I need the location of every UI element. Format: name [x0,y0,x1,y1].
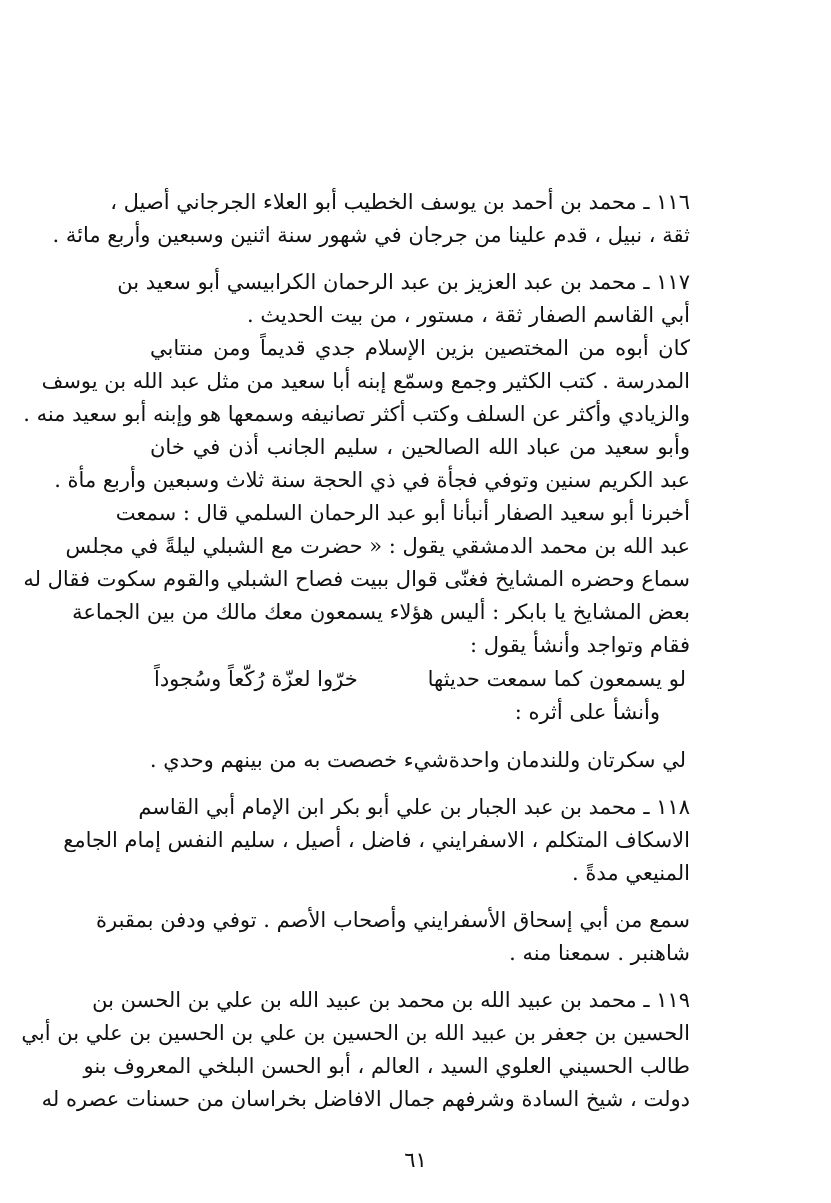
verse-hemistich-second: شيء خصصت به من بينهم وحدي . [149,748,449,772]
text-line: وأبو سعيد من عباد الله الصالحين ، سليم الجانب أذن في خان [150,435,690,459]
verse-intro: وأنشأ على أثره : [514,700,660,724]
text-line: طالب الحسيني العلوي السيد ، العالم ، أبو الحسن البلخي المعروف بنو [83,1054,690,1078]
entry-116 [52,186,690,252]
text-line: شاهنبر . سمعنا منه . [509,941,690,965]
verse-hemistich-second: خرّوا لعزّة رُكّعاً وسُجوداً [154,667,358,691]
text-line: دولت ، شيخ السادة وشرفهم جمال الافاضل بخراسان من حسنات عصره له [41,1087,690,1111]
text-line: أخبرنا أبو سعيد الصفار أنبأنا أبو عبد الرحمان السلمي قال : سمعت [115,501,690,525]
entry-118 [63,791,690,890]
poetry-verse-1 [150,662,690,696]
entry-117 [23,266,690,662]
text-line: أبي القاسم الصفار ثقة ، مستور ، من بيت الحديث . [247,303,690,327]
text-line: ١١٨ ـ محمد بن عبد الجبار بن علي أبو بكر ابن الإمام أبي القاسم [138,795,690,819]
text-line: فقام وتواجد وأنشأ يقول : [469,633,690,657]
text-line: سمع من أبي إسحاق الأسفرايني وأصحاب الأصم . توفي ودفن بمقبرة [95,908,690,932]
entry-119 [21,984,690,1116]
text-line: المدرسة . كتب الكثير وجمع وسمّع إبنه أبا سعيد من مثل عبد الله بن يوسف [41,369,690,393]
text-line: الحسين بن جعفر بن عبيد الله بن الحسين بن علي بن الحسين بن علي بن أبي [21,1021,690,1045]
page-number: ٦١ [404,1148,427,1172]
text-line: ١١٧ ـ محمد بن عبد العزيز بن عبد الرحمان الكرابيسي أبو سعيد بن [117,270,690,294]
entry-118-note [95,904,690,970]
main-text [21,186,690,1116]
text-line: ثقة ، نبيل ، قدم علينا من جرجان في شهور سنة اثنين وسبعين وأربع مائة . [52,223,690,247]
text-line: ١١٦ ـ محمد بن أحمد بن يوسف الخطيب أبو العلاء الجرجاني أصيل ، [110,190,690,214]
text-line: بعض المشايخ يا بابكر : أليس هؤلاء يسمعون معك مالك من بين الجماعة [72,600,690,624]
verse-hemistich-first: لو يسمعون كما سمعت حديثها [427,667,686,691]
text-line: ١١٩ ـ محمد بن عبيد الله بن محمد بن عبيد الله بن علي بن الحسن بن [92,988,690,1012]
text-line: والزيادي وأكثر عن السلف وكتب أكثر تصانيفه وسمعها هو وإبنه أبو سعيد منه . [23,402,690,426]
text-line: عبد الله بن محمد الدمشقي يقول : « حضرت مع الشبلي ليلةً في مجلس [65,534,690,558]
text-line: الاسكاف المتكلم ، الاسفرايني ، فاضل ، أصيل ، سليم النفس إمام الجامع [63,828,690,852]
text-line: سماع وحضره المشايخ فغنّى قوال ببيت فصاح الشبلي والقوم سكوت فقال له [23,567,690,591]
text-line: عبد الكريم سنين وتوفي فجأة في ذي الحجة سنة ثلاث وسبعين وأربع مأة . [54,468,690,492]
text-line: كان أبوه من المختصين بزين الإسلام جدي قديماً ومن منتابي [150,336,690,360]
text-line: المنيعي مدةً . [572,861,690,885]
verse-hemistich-first: لي سكرتان وللندمان واحدة [448,748,686,772]
poetry-verse-2 [150,743,690,777]
